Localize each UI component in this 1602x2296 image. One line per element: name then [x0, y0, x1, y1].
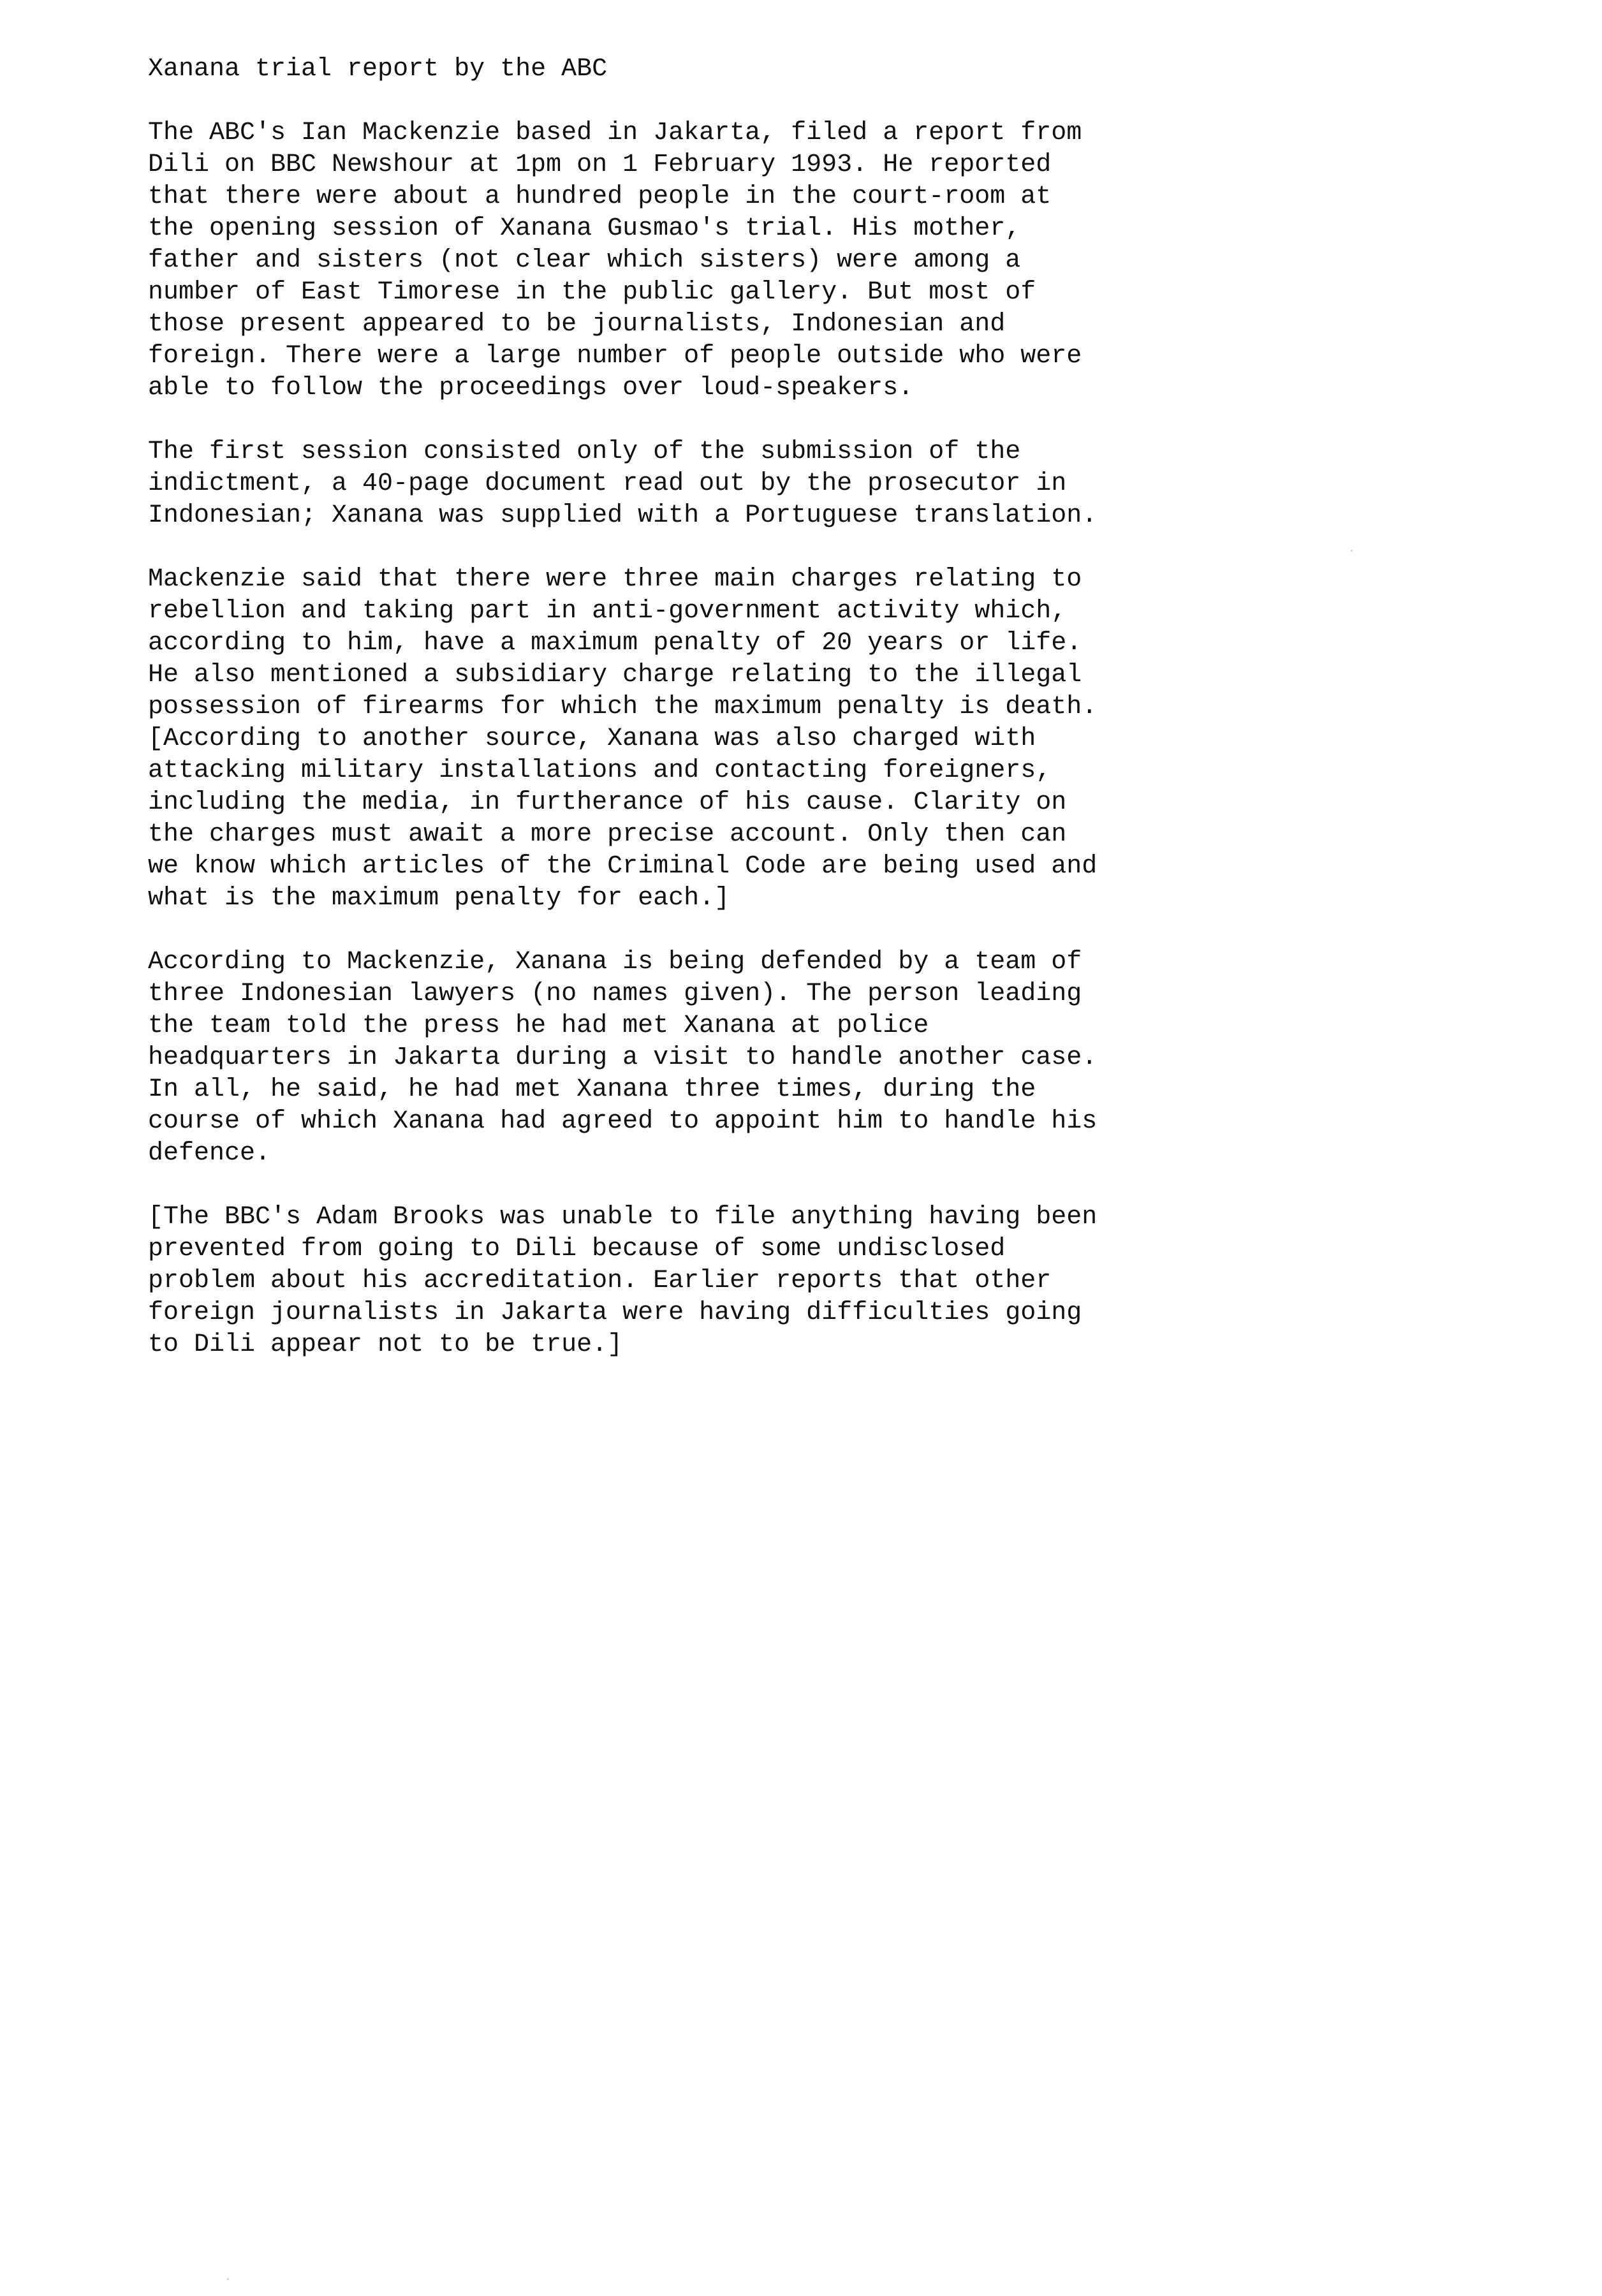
scan-speck — [227, 2278, 229, 2280]
text-line: able to follow the proceedings over loud-speakers. — [148, 374, 914, 402]
text-line: we know which articles of the Criminal Code are being used and — [148, 852, 1098, 881]
text-line: what is the maximum penalty for each.] — [148, 884, 730, 913]
paragraph-report — [148, 117, 1519, 404]
text-line: number of East Timorese in the public gallery. But most of — [148, 278, 1036, 307]
text-line: headquarters in Jakarta during a visit to handle another case. — [148, 1043, 1098, 1072]
text-line: those present appeared to be journalists, Indonesian and — [148, 310, 1006, 339]
text-line: foreign. There were a large number of people outside who were — [148, 342, 1082, 371]
text-line: [According to another source, Xanana was also charged with — [148, 725, 1036, 753]
text-line: According to Mackenzie, Xanana is being defended by a team of — [148, 948, 1082, 976]
text-line: the opening session of Xanana Gusmao's trial. His mother, — [148, 214, 1021, 243]
text-line: [The BBC's Adam Brooks was unable to file anything having been — [148, 1203, 1098, 1232]
text-line: Mackenzie said that there were three main charges relating to — [148, 565, 1082, 594]
text-line: prevented from going to Dili because of some undisclosed — [148, 1235, 1006, 1263]
text-line: He also mentioned a subsidiary charge relating to the illegal — [148, 661, 1082, 689]
paragraph-bbc-note — [148, 1202, 1519, 1361]
text-line: the charges must await a more precise account. Only then can — [148, 820, 1067, 849]
text-line: course of which Xanana had agreed to appoint him to handle his — [148, 1107, 1098, 1136]
text-line: that there were about a hundred people in the court-room at — [148, 182, 1052, 211]
text-line: foreign journalists in Jakarta were having difficulties going — [148, 1299, 1082, 1327]
text-line: attacking military installations and contacting foreigners, — [148, 756, 1052, 785]
paragraph-first-session — [148, 436, 1519, 532]
text-line: according to him, have a maximum penalty of 20 years or life. — [148, 629, 1082, 658]
document-title: Xanana trial report by the ABC — [148, 55, 608, 84]
text-line: Indonesian; Xanana was supplied with a Portuguese translation. — [148, 501, 1098, 530]
document-body — [148, 54, 1519, 1393]
text-line: The first session consisted only of the submission of the — [148, 438, 1021, 466]
text-line: father and sisters (not clear which sisters) were among a — [148, 246, 1021, 275]
text-line: In all, he said, he had met Xanana three times, during the — [148, 1075, 1036, 1104]
text-line: defence. — [148, 1139, 271, 1168]
text-line: Dili on BBC Newshour at 1pm on 1 February 1993. He reported — [148, 151, 1052, 179]
text-line: including the media, in furtherance of his cause. Clarity on — [148, 788, 1067, 817]
text-line: possession of firearms for which the maximum penalty is death. — [148, 693, 1098, 721]
text-line: problem about his accreditation. Earlier reports that other — [148, 1267, 1052, 1295]
paragraph-defence — [148, 946, 1519, 1170]
text-line: the team told the press he had met Xanana at police — [148, 1012, 929, 1040]
text-line: rebellion and taking part in anti-government activity which, — [148, 597, 1067, 626]
text-line: to Dili appear not to be true.] — [148, 1330, 623, 1359]
text-line: indictment, a 40-page document read out by the prosecutor in — [148, 469, 1067, 498]
text-line: The ABC's Ian Mackenzie based in Jakarta, filed a report from — [148, 119, 1082, 147]
paragraph-charges — [148, 564, 1519, 915]
text-line: three Indonesian lawyers (no names given). The person leading — [148, 980, 1082, 1008]
scan-speck — [1351, 550, 1353, 552]
